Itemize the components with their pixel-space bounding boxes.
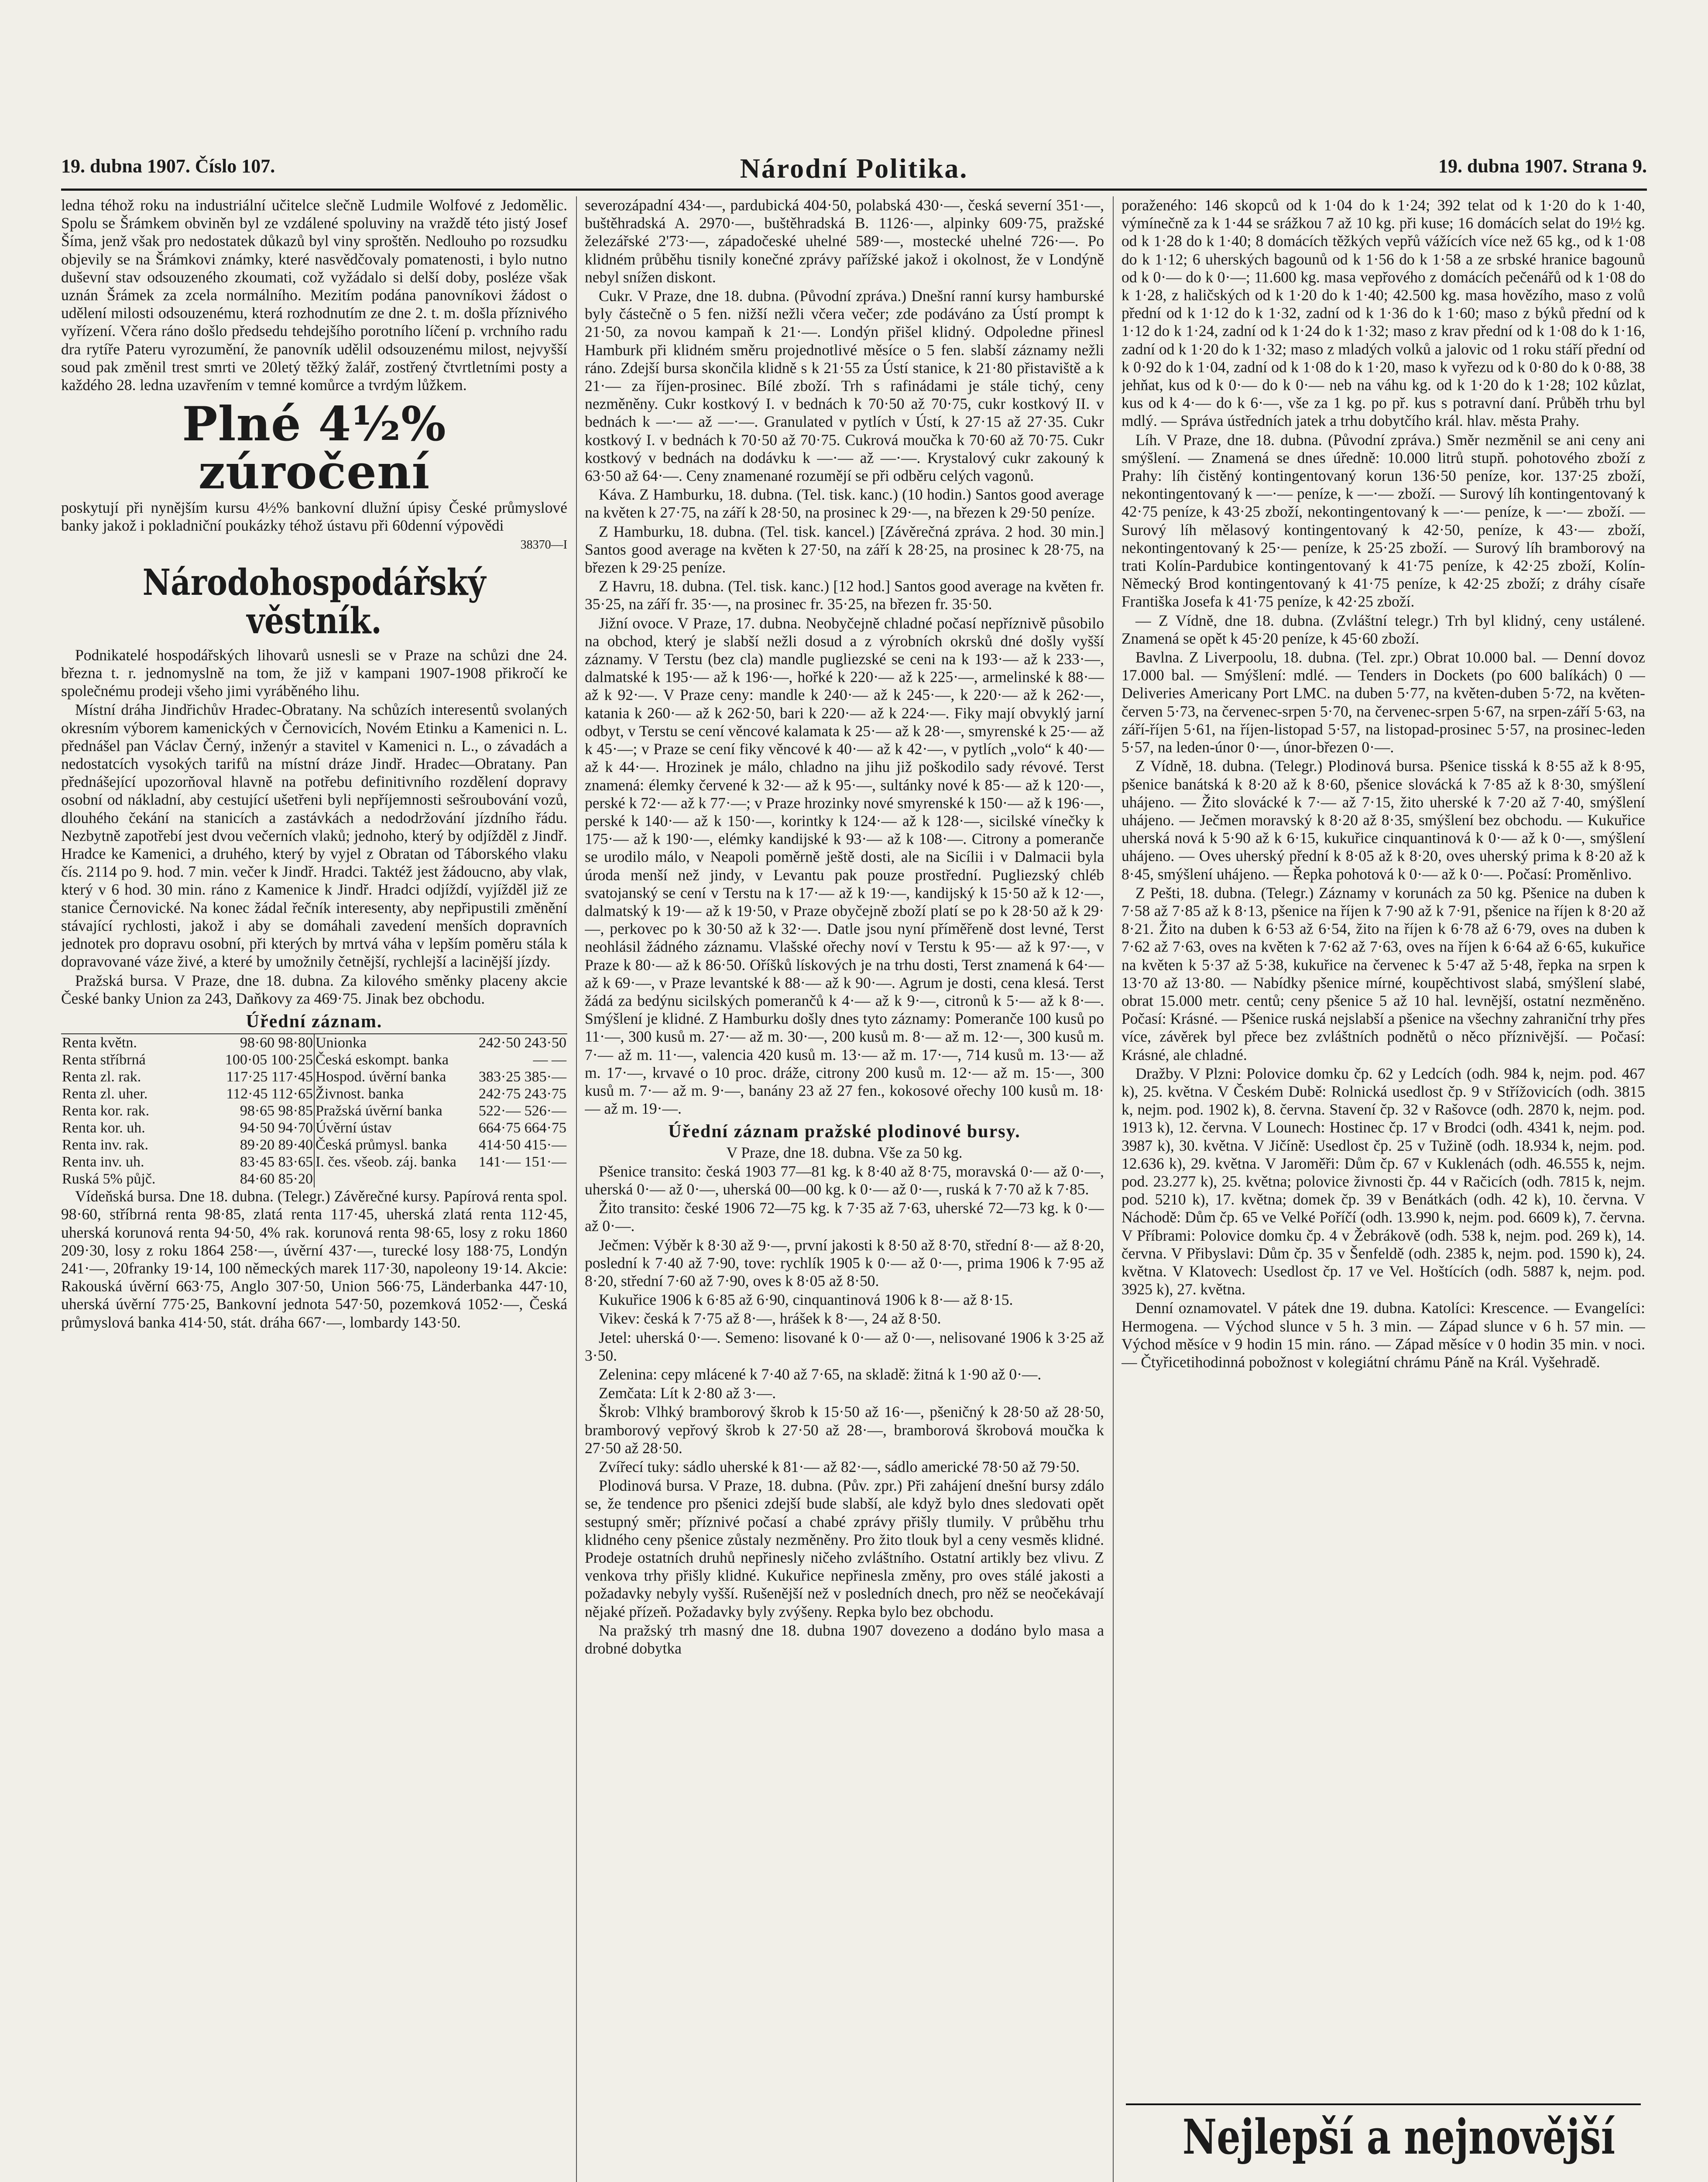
article-text: Zelenina: cepy mlácené k 7·40 až 7·65, na skladě: žitná k 1·90 až 0·—. (599, 1365, 1042, 1383)
quote-row (61, 1051, 314, 1068)
quote-row (61, 1136, 314, 1153)
page-header (61, 155, 1647, 185)
section-title: Národohospodářský věstník. (142, 561, 486, 642)
article-text: Jetel: uherská 0·—. Semeno: lisované k 0·— až 0·—, nelisované 1906 k 3·25 až 3·50. (585, 1328, 1104, 1364)
article-text: poraženého: 146 skopců od k 1·04 do k 1·24; 392 telat od k 1·20 do k 1·40, výmínečně za k 1·44 se srážkou 7 až 10 kg. při kuse; 16 domácích selat do 19½ kg. od k 1·28 do k 1·40; 8 domácích těžkých vepřů vážících více než 65 kg., od k 1·08 do k 1·12; 6 uherských bagounů od k 1·56 do k 1·58 a ze srbské hranice bagounů od k 0·— do k 0·—; 11.600 kg. masa vepřového z domácích pečenářů od k 1·08 do k 1·28, z haličských od k 1·20 do k 1·40; 42.500 kg. masa hovězího, maso z volů přední od k 1·12 do k 1·32, zadní od k 1·36 do k 1·60; maso z býků přední od k 1·12 do k 1·24, zadní od k 1·24 do k 1·32; maso z krav přední od k 1·08 do k 1·16, zadní od k 1·20 do k 1·32; maso z mladých volků a jalovic od 1 roku stáří přední od k 0·92 do k 1·04, zadní od k 1·08 do k 1·20, maso k vyřezu od k 0·80 do k 0·88, 38 jehňat, kus od k 0·— do k 0·— neb na váhu kg. od k 1·20 do k 1·28; 102 kůzlat, kus od k 4·— do k 6·—, vše za 1 kg. po př. kus s potravní daní. Průběh trhu byl mdlý. — Správa ústředních jatek a trhu dobytčího král. hlav. města Prahy. (1122, 196, 1645, 430)
article-text: Káva. Z Hamburku, 18. dubna. (Tel. tisk. kanc.) (10 hodin.) Santos good average na květen k 27·75, na září k 28·50, na prosinec k 29·—, na březen k 29·50 peníze. (585, 486, 1104, 521)
quote-values: 141·— 151·— (478, 1154, 566, 1170)
article-text: Vikev: česká k 7·75 až 8·—, hrášek k 8·—, 24 až 8·50. (599, 1310, 941, 1328)
quote-row (61, 1153, 314, 1170)
quote-row (315, 1051, 567, 1068)
quote-row (315, 1102, 567, 1119)
article-text: Zvířecí tuky: sádlo uherské k 81·— až 82·—, sádlo americké 78·50 až 79·50. (599, 1458, 1080, 1476)
article-text: Pšenice transito: česká 1903 77—81 kg. k 8·40 až 8·75, moravská 0·— až 0·—, uherská 0·— až 0·—, uherská 00—00 kg. k 0·— až 0·—, ruská k 7·70 až k 7·85. (585, 1162, 1104, 1198)
ad-text: poskytují při nynějším kursu 4½% bankovní dlužní úpisy České průmyslové banky jakož i pokladniční poukázky téhož ústavu při 60denní výpovědi (61, 499, 567, 535)
quote-name: Česká eskompt. banka (316, 1052, 449, 1068)
grain-title: Úřední záznam pražské plodinové bursy. (668, 1122, 1021, 1142)
advertisement-banner (1126, 2103, 1641, 2175)
quote-values: 98·65 98·85 (240, 1103, 313, 1119)
quote-row (61, 1102, 314, 1119)
masthead: Národní Politika. (740, 153, 968, 184)
quote-name: Renta inv. rak. (62, 1137, 148, 1153)
quote-row (61, 1119, 314, 1136)
column-divider (576, 196, 577, 2182)
column-2 (585, 196, 1104, 2182)
article-text: Z Vídně, 18. dubna. (Telegr.) Plodinová bursa. Pšenice tisská k 8·55 až k 8·95, pšenice banátská k 8·20 až k 8·60, pšenice slovácká k 7·85 až k 8·30, smýšlení uhájeno. — Žito slovácké k 7·— až 7·15, žito uherské k 7·20 až 7·40, smýšlení uhájeno. — Ječmen moravský k 8·20 až 8·35, smýšlení bez obchodu. — Kukuřice uherská nová k 5·90 až k 6·15, kukuřice cinquantinová k 0·— až k 0·—, smýšlení uhájeno. — Oves uherský přední k 8·05 až k 8·20, oves uherský prima k 8·20 až k 8·45, smýšlení uhájeno. — Řepka pohotová k 0·— až k 0·—. Počasí: Proměnlivo. (1122, 757, 1645, 883)
article-text: Dražby. V Plzni: Polovice domku čp. 62 y Ledcích (odh. 984 k, nejm. pod. 467 k), 25. května. V Českém Dubě: Rolnická usedlost čp. 9 v Střížovicích (odh. 3815 k, nejm. pod. 1902 k), 8. června. Stavení čp. 32 v Rašovce (odh. 2870 k, nejm. pod. 1913 k), 12. června. V Lounech: Hostinec čp. 17 v Brodci (odh. 4341 k, nejm. pod. 3987 k), 30. května. V Jičíně: Usedlost čp. 25 v Tužině (odh. 18.934 k, nejm. pod. 12.636 k), 29. května. V Jaroměři: Dům čp. 67 v Kuklenách (odh. 46.555 k, nejm. pod. 23.277 k), 25. května; polovice živnosti čp. 44 v Račicích (odh. 7815 k, nejm. pod. 5210 k), 17. května; domek čp. 39 v Benátkách (odh. 42 k), 10. června. V Náchodě: Dům čp. 65 ve Velké Poříčí (odh. 13.990 k, nejm. pod. 6609 k), 7. června. V Příbrami: Polovice domku čp. 4 v Žebrákově (odh. 538 k, nejm. pod. 269 k), 14. června. V Přibyslavi: Dům čp. 35 v Šenfeldě (odh. 2385 k, nejm. pod. 1590 k), 24. května. V Klatovech: Usedlost čp. 17 ve Vel. Hoštících (odh. 5887 k, nejm. pod. 3925 k), 27. května. (1122, 1064, 1645, 1298)
article-text: Vídeňská bursa. Dne 18. dubna. (Telegr.) Závěrečné kursy. Papírová renta spol. 98·60, stříbrná renta 98·85, zlatá renta 117·45, uherská zlatá renta 112·45, uherská korunová renta 94·50, 4% rak. korunová renta 98·65, losy z roku 1860 209·30, losy z roku 1864 258·—, úvěrní 437·—, turecké losy 188·75, Londýn 241·—, 20franky 19·14, 100 německých marek 117·30, napoleony 19·14. Akcie: Rakouská úvěrní 663·75, Anglo 307·50, Union 566·75, Länderbanka 447·10, uherská úvěrní 775·25, Bankovní jednota 547·50, pozemková 1052·—, Česká průmyslová banka 414·50, stát. dráha 667·—, lombardy 143·50. (61, 1187, 567, 1331)
article-text: Z Pešti, 18. dubna. (Telegr.) Záznamy v korunách za 50 kg. Pšenice na duben k 7·58 až 7·85 až k 8·13, pšenice na říjen k 7·90 až k 7·91, pšenice na říjen k 8·20 až 8·21. Žito na duben k 6·53 až 6·54, žito na říjen k 6·78 až 6·79, oves na duben k 7·62 až 7·63, oves na květen k 7·62 až 7·63, oves na říjen k 6·64 až 6·65, kukuřice na květen k 5·37 až 5·38, kukuřice na červenec k 5·47 až 5·48, řepka na srpen k 13·70 až 13·80. — Nabídky pšenice mírné, koupěchtivost slabá, smýšlení slabé, obrat 15.000 metr. centů; ceny pšenice 5 až 10 hal. levnější, ostatní nezměněno. Počasí: Krásné. — Pšenice ruská nejslabší a pšenice na všechny zahraniční trhy přes více, závěrek byl přece bez zvláštních podnětů o něco příznivější. — Počasí: Krásné, ale chladné. (1122, 884, 1645, 1064)
column-1 (61, 196, 567, 2182)
article-text: Z Hamburku, 18. dubna. (Tel. tisk. kancel.) [Závěrečná zpráva. 2 hod. 30 min.] Santos good average na květen k 27·50, na září k 28·25, na prosinec k 28·75, na březen k 29·25 peníze. (585, 522, 1104, 576)
quote-name: Česká průmysl. banka (316, 1137, 447, 1153)
column-3 (1122, 196, 1645, 2100)
quote-name: Renta květn. (62, 1035, 137, 1051)
article-text: — Z Vídně, dne 18. dubna. (Zvláštní telegr.) Trh byl klidný, ceny ustálené. Znamená se opět k 45·20 peníze, k 45·60 zboží. (1122, 611, 1645, 647)
quote-row (315, 1085, 567, 1102)
quote-row (315, 1034, 567, 1051)
advertisement-skorkovsky (1126, 2180, 1641, 2182)
article-text: Plodinová bursa. V Praze, 18. dubna. (Pův. zpr.) Při zahájení dnešní bursy zdálo se, že tendence pro pšenici zdejší bude slabší, ale když bylo dnes sledovati opět sestupný směr; příznivé počasí a chabé zprávy přišly tlumily. V průběhu trhu klidného ceny pšenice zůstaly nezměněny. Pro žito tlouk byl a ceny vesměs klidné. Prodeje ostatních druhů nepřinesly ničeho zvláštního. Ostatní artikly bez vlivu. Z venkova trhy přišly klidné. Kukuřice nepřinesla změny, pro oves stálé jakosti a požadavky nebyly vyšší. Rušenější než v posledních dnech, pro něž se neočekávají nějaké přízeň. Požadavky byly zvýšeny. Repka bylo bez obchodu. (585, 1477, 1104, 1620)
quote-values: 383·25 385·— (478, 1069, 566, 1085)
quote-name: Pražská úvěrní banka (316, 1103, 442, 1119)
quote-values: 242·50 243·50 (478, 1035, 566, 1051)
quote-name: Úvěrní ústav (316, 1120, 392, 1136)
quote-row (315, 1136, 567, 1153)
article-text: Zemčata: Lít k 2·80 až 3·—. (599, 1384, 776, 1402)
quote-name: Renta inv. uh. (62, 1154, 144, 1170)
quote-values: 98·60 98·80 (240, 1035, 313, 1051)
article-text: Pražská bursa. V Praze, dne 18. dubna. Za kilového směnky placeny akcie České banky Union za 243, Daňkovy za 469·75. Jinak bez obchodu. (61, 971, 567, 1007)
quote-values: 84·60 85·20 (240, 1171, 313, 1187)
quote-values: 112·45 112·65 (226, 1086, 313, 1102)
quote-name: Renta zl. uher. (62, 1086, 148, 1102)
article-text: Cukr. V Praze, dne 18. dubna. (Původní zpráva.) Dnešní ranní kursy hamburské byly částečně o 5 fen. nižší nežli včera večer; zde podáváno za Ústí prompt k 21·50, za novou kampaň k 21·—. Londýn přišel klidný. Odpoledne přinesl Hamburk při klidném směru projednotlivé měsíce o 5 fen. slabší záznamy nežli ráno. Zdejší bursa skončila klidně s k 21·55 za Ústí stanice, k 21·80 přistaviště a k 21·— za říjen-prosinec. Bílé zboží. Trh s rafinádami je stále tichý, ceny nezměněny. Cukr kostkový I. v bednách k 70·50 až 70·75, cukr kostkový II. v bednách k —·— až —·—. Granulated v pytlích v Ústí, k 27·15 až 27·35. Cukr kostkový I. v bednách k 70·50 až 70·75. Cukrová moučka k 70·60 až 70·75. Cukr kostkový v bednách na dodávku k —·— až —·—. Krystalový cukr zakouný k 63·50 až 64·—. Ceny znamenané rozumějí se při odběru celých vagonů. (585, 287, 1104, 485)
article-text: Z Havru, 18. dubna. (Tel. tisk. kanc.) [12 hod.] Santos good average na květen fr. 35·25, na září fr. 35·—, na prosinec fr. 35·25, na březen fr. 35·50. (585, 577, 1104, 613)
quote-name: Renta kor. uh. (62, 1120, 145, 1136)
article-text: Denní oznamovatel. V pátek dne 19. dubna. Katolíci: Krescence. — Evangelíci: Hermogena. — Východ slunce v 5 h. 3 min. — Západ slunce v 6 h. 57 min. — Východ měsíce v 9 hodin 15 min. ráno. — Západ měsíce v 0 hodin 35 min. v noci. — Čtyřicetihodinná pobožnost v kolegiátní chrámu Páně na Král. Vyšehradě. (1122, 1299, 1645, 1371)
quote-row (61, 1034, 314, 1051)
quote-values: 83·45 83·65 (240, 1154, 313, 1170)
quote-name: Hospod. úvěrní banka (316, 1069, 446, 1085)
quote-row (315, 1119, 567, 1136)
quote-name: Renta stříbrná (62, 1052, 146, 1068)
article-text: Líh. V Praze, dne 18. dubna. (Původní zpráva.) Směr nezměnil se ani ceny ani smýšlení. — Znamená se dnes úředně: 10.000 litrů stupň. pohotového zboží z Prahy: líh čistěný kontingentovaný korun 136·50 peníze, kor. 137·25 zboží, nekontingentovaný k —·— peníze, k —·— zboží. — Surový líh kontingentovaný k 42·75 peníze, k 43·25 zboží, nekontingentovaný k —·— peníze, k —·— zboží. — Surový líh mělasový kontingentovaný k 42·50, peníze, k 43·— zboží, nekontingentovaný k 25·— peníze, k 25·25 zboží. — Surový líh bramborový na trati Kolín-Pardubice kontingentovaný k 41·75 peníze, k 42·25 zboží, Kolín-Německý Brod kontingentovaný k 41·75 peníze, k 42·25 zboží; z dráhy císaře Františka Josefa k 41·75 peníze, k 42·25 zboží. (1122, 431, 1645, 611)
article-text: Ječmen: Výběr k 8·30 až 9·—, první jakosti k 8·50 až 8·70, střední 8·— až 8·20, poslední k 7·40 až 7·90, tove: rychlík 1905 k 0·— až 0·—, prima 1906 k 7·95 až 8·20, střední 7·60 až 7·90, oves k 8·05 až 8·50. (585, 1236, 1104, 1290)
quotes-right (314, 1034, 567, 1187)
header-left: 19. dubna 1907. Číslo 107. (61, 155, 275, 177)
quote-values: 522·— 526·— (478, 1103, 566, 1119)
ad-number: 38370—I (520, 538, 567, 552)
quote-values: 242·75 243·75 (478, 1086, 566, 1102)
quote-values: 664·75 664·75 (478, 1120, 566, 1136)
quote-row (61, 1170, 314, 1187)
article-text: Jižní ovoce. V Praze, 17. dubna. Neobyčejně chladné počasí nepříznivě působilo na obchod, který je slabší nežli dosud a z výrobních okrsků dné došly vyšší záznamy. V Terstu (bez cla) mandle pugliezské se ceni na k 193·— až k 233·—, dalmatské k 195·— až k 196·—, hořké k 220·— až k 225·—, armelinské k 88·— až k 92·—. V Praze ceny: mandle k 240·— až k 245·—, k 220·— až k 262·—, katania k 260·— až k 262·50, bari k 220·— až k 224·—. Fiky mají obvyklý jarní odbyt, v Terstu se cení věncové kalamata k 25·— až k 28·—, smyrenské k 25·— až k 45·—; v Praze se cení fiky věncové k 40·— až k 42·—, v pytlích „volo“ k 40·— až k 44·—. Hrozinek je málo, chladno na jihu již poškodilo sady révové. Terst znamená: élemky červené k 32·— až k 95·—, sultánky nové k 85·— až k 120·—, perské k 72·— až k 77·—; v Praze hrozinky nové smyrenské k 150·— až k 196·—, perské k 140·— až k 150·—, korintky k 124·— až k 128·—, sicilské vínečky k 175·— až k 190·—, elémky kandijské k 93·— až k 108·—. Citrony a pomeranče se urodilo málo, v Neapoli poměrně ještě dosti, ale na Sicílii i v Dalmacii byla úroda menší než jindy, v Levantu pak pouze prostřední. Pugliezský chléb svatojanský se cení v Terstu na k 17·— až k 19·—, kandijský k 15·50 až k 12·—, dalmatský k 19·— až k 19·50, v Praze obyčejně zboží platí se po k 28·50 až k 29·—, perkovec po k 30·50 až k 32·—. Datle jsou nyní příměřeně dost levné, Terst neohlásil žádného záznamu. Vlašské ořechy noví v Terstu k 95·— až k 97·—, v Praze k 80·— až k 86·50. Oříšků lískových je na trhu dosti, Terst znamená k 64·— až k 69·—, v Praze levantské k 88·— až k 90·—. Agrum je dosti, cena klesá. Terst žádá za bedýnu sicilských pomerančů k 4·— až k 9·—, citronů k 5·— až k 8·—. Smýšlení je klidné. Z Hamburku došly dnes tyto záznamy: Pomeranče 100 kusů po 11·—, 300 kusů m. 27·— až m. 30·—, 200 kusů m. 8·— až m. 12·—, 300 kusů m. 7·— až m. 11·—, valencia 420 kusů m. 13·— až m. 17·—, 714 kusů m. 13·— až m. 17·—, krvavé o 10 proc. dráže, citrony 200 kusů m. 12·— až m. 15·—, 300 kusů m. 7·— až m. 9·—, banány 23 až 27 fen., kokosové ořechy 100 kusů m. 18·— až m. 19·—. (585, 614, 1104, 1118)
quote-values: — — (533, 1052, 566, 1068)
quotes-title: Úřední záznam. (246, 1011, 383, 1032)
quote-values: 117·25 117·45 (226, 1069, 313, 1085)
article-text: V Praze, dne 18. dubna. Vše za 50 kg. (726, 1143, 963, 1161)
article-text: Místní dráha Jindřichův Hradec-Obratany. Na schůzích interesentů svolaných okresním výborem kamenických v Černovicích, Novém Etinku a Kamenici n. L. přednášel pan Václav Černý, inženýr a stavitel v Kamenici n. L., o závadách a nedostatcích vysokých tarifů na místní dráze Jindř. Hradec—Obratany. Pan přednášející upozorňoval hlavně na potřebu definitivního rozdělení dopravy osobní od nákladní, aby cestující ušetřeni byli nepříjemnosti sešroubování vozů, dlouhého čekání na stanicích a zastávkách a nedodržování jízdního řádu. Nezbytně zapotřebí jest dvou večerních vlaků; jednoho, který by odjížděl z Jindř. Hradce ke Kamenici, a druhého, který by vyjel z Obratan od Táborského vlaku čís. 2114 po 9. hod. 7 min. večer k Jindř. Hradci. Taktéž jest žádoucno, aby vlak, který v 6 hod. 30 min. ráno z Kamenice k Jindř. Hradci odjíždí, vyjížděl již ze stanice Černovické. Na konec žádal řečník interesenty, aby nepřipustili změnění stávající rychlosti, jakož i aby se domáhali zavedení menších dopravních jednotek pro dopravu osobní, při kterých by mrtvá váha v lepším poměru stála k dopravované váze živé, a které by umožnily četnější, rychlejší a lacinější jízdy. (61, 701, 567, 971)
article-text: Kukuřice 1906 k 6·85 až 6·90, cinquantinová 1906 k 8·— až 8·15. (599, 1291, 1013, 1309)
quote-row (61, 1068, 314, 1085)
quote-name: Renta kor. rak. (62, 1103, 150, 1119)
column-divider (1113, 196, 1114, 2182)
article-text: Škrob: Vlhký bramborový škrob k 15·50 až 16·—, pšeničný k 28·50 až 28·50, bramborový vepřový škrob k 27·50 až 28·—, bramborová škrobová moučka k 27·50 až 28·50. (585, 1403, 1104, 1457)
article-text: Podnikatelé hospodářských lihovarů usnesli se v Praze na schůzi dne 24. března t. r. jednomyslně na tom, že již v kampani 1907-1908 přikročí ke společnému prodeji všeho jimi vyráběného lihu. (61, 646, 567, 700)
quote-name: Renta zl. rak. (62, 1069, 141, 1085)
quotes-left (61, 1034, 314, 1187)
article-text: ledna téhož roku na industriální učitelce slečně Ludmile Wolfové z Jedomělic. Spolu se Šrámkem obviněn byl ze vzdálené spoluviny na vraždě této jistý Josef Šíma, jenž však pro nedostatek důkazů byl viny sproštěn. Nedlouho po rozsudku objevily se na Šrámkovi známky, které nasvědčovaly pomatenosti, i bylo nutno duševní stav odsouzeného zkoumati, což vyžádalo si delší doby, posléze však uznán Šrámek za zcela normálního. Mezitím podána panovníkovi žádost o udělení milosti odsouzenému, která rozhodnutím ze dne 2. t. m. došla příznivého vyřízení. Včera ráno došlo předsedu tehdejšího porotního líčení p. vrchního radu dra rytíře Pateru vyrozumění, že panovník udělil odsouzenému milost, nejvyšší soud pak změnil trest smrti ve 20letý těžký žalář, zostřený čtvrtletními posty a každého 28. ledna uzavřením v temné komůrce a tvrdým lůžkem. (61, 196, 567, 394)
ad-headline: Plné 4½% zúročení (182, 397, 446, 500)
quote-values: 100·05 100·25 (225, 1052, 313, 1068)
article-text: Na pražský trh masný dne 18. dubna 1907 dovezeno a dodáno bylo masa a drobné dobytka (585, 1621, 1104, 1657)
article-text: Bavlna. Z Liverpoolu, 18. dubna. (Tel. zpr.) Obrat 10.000 bal. — Denní dovoz 17.000 bal. — Smýšlení: mdlé. — Tenders in Dockets (po 600 balíkách) 0 — Deliveries Americany Port LMC. na duben 5·77, na květen-duben 5·72, na květen-červen 5·73, na červenec-srpen 5·70, na červenec-srpen 5·67, na srpen-září 5·63, na září-říjen 5·61, na říjen-listopad 5·57, na listopad-prosinec 5·57, na prosinec-leden 5·57, na leden-únor 0·—, únor-březen 0·—. (1122, 648, 1645, 756)
quotes-table (61, 1033, 567, 1187)
quote-values: 94·50 94·70 (240, 1120, 313, 1136)
ad-banner-title: Nejlepší a nejnovější (1182, 2109, 1615, 2165)
header-right: 19. dubna 1907. Strana 9. (1438, 155, 1647, 177)
quote-row (315, 1068, 567, 1085)
quote-name: Živnost. banka (316, 1086, 404, 1102)
quote-name: Unionka (316, 1035, 367, 1051)
article-text: severozápadní 434·—, pardubická 404·50, polabská 430·—, česká severní 351·—, buštěhradská A. 2970·—, buštěhradská B. 1126·—, alpinky 609·75, pražské železářské 2'73·—, západočeské uhelné 589·—, mostecké uhelné 726·—. Po klidném průběhu tisnily konečné zprávy pařížské jakož i okolnost, že v Londýně nebyl snížen diskont. (585, 196, 1104, 286)
quote-values: 414·50 415·— (478, 1137, 566, 1153)
header-rule (61, 189, 1647, 191)
quote-name: I. čes. všeob. záj. banka (316, 1154, 456, 1170)
quote-name: Ruská 5% půjč. (62, 1171, 156, 1187)
quote-row (315, 1153, 567, 1170)
quote-values: 89·20 89·40 (240, 1137, 313, 1153)
quote-row (61, 1085, 314, 1102)
article-text: Žito transito: české 1906 72—75 kg. k 7·35 až 7·63, uherské 72—73 kg. k 0·— až 0·—. (585, 1199, 1104, 1235)
